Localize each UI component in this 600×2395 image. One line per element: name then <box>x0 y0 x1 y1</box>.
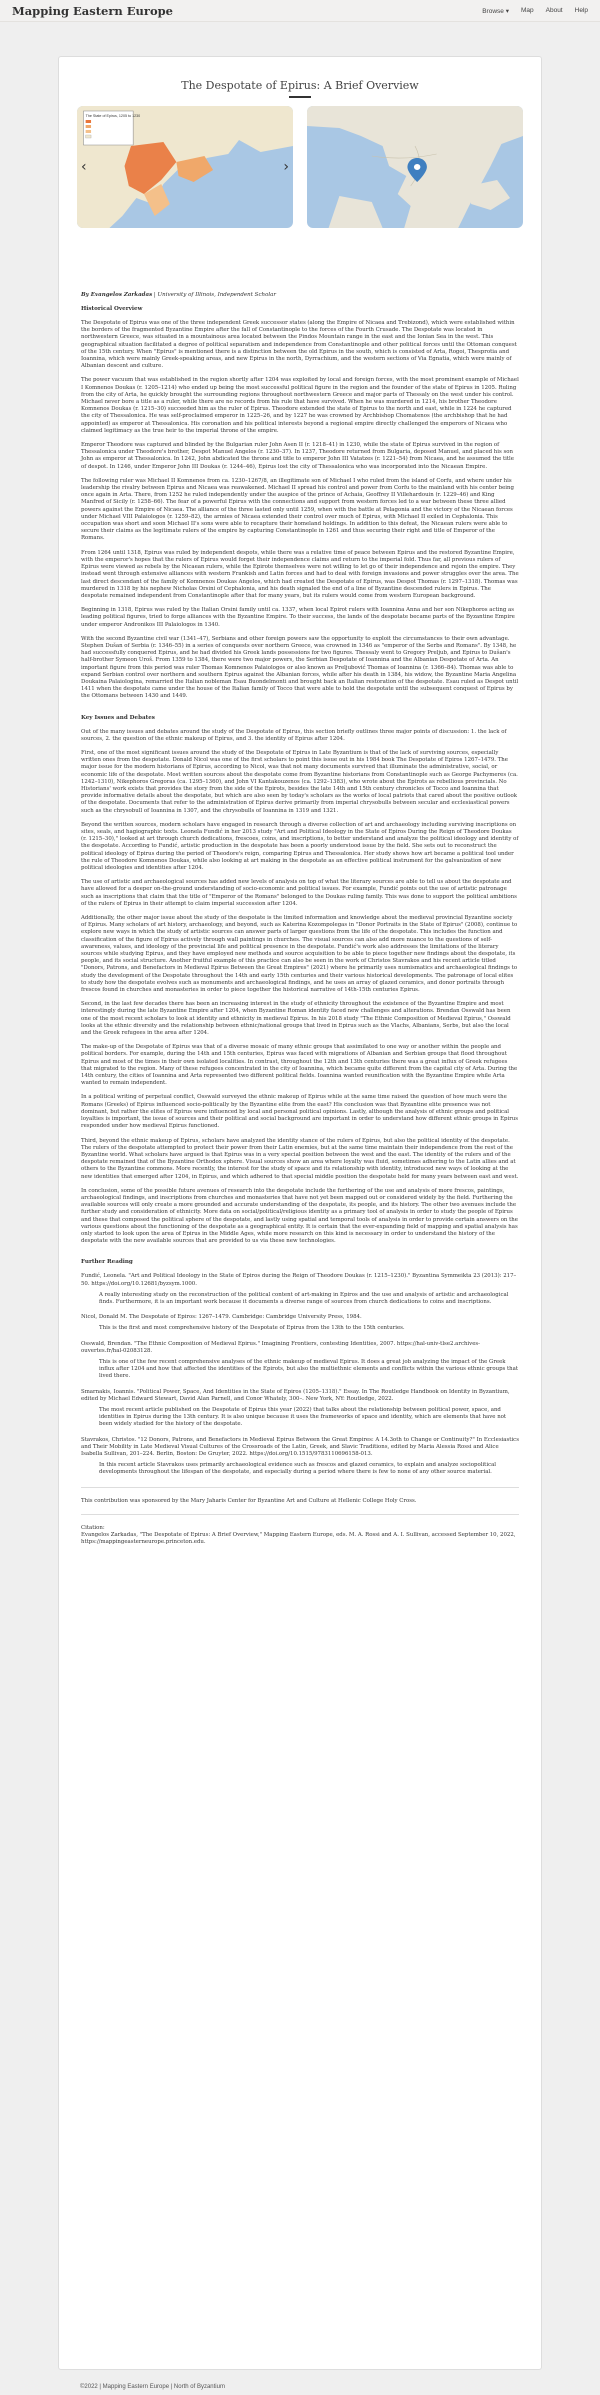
location-map-image[interactable] <box>307 106 523 228</box>
title-rule <box>289 96 311 98</box>
reading-entry[interactable]: Fundić, Leonela. "Art and Political Ideology in the State of Epiros during the Reign of Theodore Doukas (r. 1215–1230)." Byzantina Symmeikta 23 (2013): 217–50. https://doi.org/10.12681/byzsym.1000. <box>81 1273 517 1287</box>
divider <box>81 1487 519 1488</box>
top-bar <box>0 0 600 22</box>
paragraph: The make-up of the Despotate of Epirus was that of a diverse mosaic of many ethnic groups that assimilated to one way or another within the people and political borders. For example, during the 14th and 15th centuries, Epirus was faced with migrations of Albanian and Serbian groups that flood throughout Epirus and most of the times in their own isolated localities. In contrast, throughout the 12th and 13th centuries there was a great influx of Greek refugees that migrated to the region. Many of these refugees concentrated in the city of Ioannina, which became quite different from the capital city of Arta. During the 14th century, the cities of Ioannina and Arta represented two different political fields. Ioannina wanted reunification with the Byzantine Empire while Arta wanted to remain independent. <box>81 1044 518 1087</box>
citation-label: Citation: <box>81 1524 105 1531</box>
paragraph: Emperor Theodore was captured and blinded by the Bulgarian ruler John Asen II (r. 1218–41) in 1230, while the state of Epirus survived in the region of Thessalonica under Theodore's brother, Despot Manuel Angelos (r. 1230–37). In 1237, Theodore returned from Bulgaria, deposed Manuel, and placed his son John as emperor at Thessalonica. In 1242, John abdicated the throne and title to emperor John III Vatatzes (r. 1221–54) from Nicaea, and he assumed the title of despot. In 1246, under Emperor John III Doukas (r. 1244–46), Epirus lost the city of Thessalonica who was incorporated into the Nicaean Empire. <box>81 442 514 470</box>
paragraph: Beyond the written sources, modern scholars have engaged in research through a diverse collection of art and archaeology including surviving inscriptions on sites, seals, and hagiographic texts. Leonela Fundić in her 2013 study "Art and Political Ideology in the State of Epiros During the Reign of Theodore Doukas (r. 1215–30)," looked at art through church dedications, frescoes, coins, and inscriptions, to better understand and analyze the political ideology and identity of the despotate. According to Fundić, artistic production in the despotate has been a poorly understood issue by the field. She sets out to reconstruct the political ideology of Epirus during the period of Theodore's reign, comparing Epirus and Thessalonica. Her study shows how art became a political tool under the rule of Theodore Komnenos Doukas, while also looking at art making in the despotate as an effective political instrument for the galvanization of new political ideologies and identities after 1204. <box>81 821 519 871</box>
byline-affiliation: | University of Illinois, Independent Scholar <box>152 292 277 298</box>
byline-author: By Evangelos Zarkadas <box>81 292 153 298</box>
sponsor-note: This contribution was sponsored by the Mary Jaharis Center for Byzantine Art and Culture at Hellenic College Holy Cross. <box>81 1497 417 1504</box>
reading-note: A really interesting study on the reconstruction of the political content of art-making in Epiros and the use and analysis of artistic and archaeological finds. Furthermore, it is an important work because it documents a diverse range of sources from church dedications to coins and inscriptions. <box>99 1291 509 1305</box>
paragraph: In a political writing of perpetual conflict, Osswald surveyed the ethnic makeup of Epirus while at the same time raised the question of how much were the Romans (Greeks) of Epirus influenced socio-politically by the Byzantine elite from the east? His conclusion was that Byzantine elite presence was not dominant, but rather the elites of Epirus were influenced by local and personal political opinions. Lastly, although the analysis of ethnic groups and political loyalties is important, the issue of sources and their political and social background are important in order to understand how different ethnic groups in Epirus responded under how medieval Epirus functioned. <box>81 1094 519 1130</box>
reading-note: The most recent article published on the Despotate of Epirus this year (2022) that talks about the relationship between political power, space, and identities in Epirus during the 13th century. It is also unique because it uses the frameworks of space and identity, which are elements that have not been widely studied for the history of the despotate. <box>99 1406 507 1428</box>
paragraph: Out of the many issues and debates around the study of the Despotate of Epirus, this section briefly outlines three major points of discussion: 1. the lack of sources, 2. the question of the ethnic makeup of Epirus, and 3. the identity of Epirus after 1204. <box>81 728 507 742</box>
paragraph: Second, in the last few decades there has been an increasing interest in the study of ethnicity throughout the existence of the Byzantine Empire and most interestingly during the late Byzantine Empire after 1204, when Byzantine Roman identity faced new challenges and alterations. Brendan Osswald has been one of the most recent scholars to look at identity and ethnicity in medieval Epirus. In his 2018 study "The Ethnic Composition of Medieval Epirus," Osswald looks at the ethnic diversity and the relationship between ethnic/national groups that lived in Epirus such as the Vlachs, Albanians, Serbs, but also the local and the Greek refugees in the area after 1204. <box>81 1001 511 1037</box>
byline <box>81 292 519 298</box>
paragraph: Third, beyond the ethnic makeup of Epirus, scholars have analyzed the identity stance of the rulers of Epirus, but also the political identity of the despotate. The rulers of the despotate attempted to protect their power from their Latin enemies, but at the same time maintain their independence from the rest of the Byzantine world. What scholars have argued is that Epirus was in a very special position between the west and the east. The identity of the rulers and of the despotate remained that of the Byzantine Orthodox sphere. Visual sources show an area where loyalty was fluid, sometimes adhering to the Latin allies and at others to the Byzantine commons. More recently, the interest for the study of space and its relationship with identity, introduced new ways of looking at the new identities that emerged after 1204, in Epirus, and which adhered to that special middle position the despotate held for many years between east and west. <box>81 1137 519 1180</box>
carousel-next-icon[interactable]: › <box>283 159 289 175</box>
map-legend-title: The State of Epirus, 1205 to 1230 <box>85 114 141 118</box>
reading-entry[interactable]: Nicol, Donald M. The Despotate of Epiros: 1267–1479. Cambridge: Cambridge University Press, 1984. <box>81 1314 362 1321</box>
paragraph: The following ruler was Michael II Komnenos from ca. 1230–1267/8, an illegitimate son of Michael I who ruled from the island of Corfu, and where under his leadership the rivalry between Epirus and Nicaea was reawakened. Michael II spread his control and power from Corfu to the mainland with his center being once again in Arta. There, from 1252 he ruled independently under the auspice of the prince of Achaia, Geoffrey II Villehardouin (r. 1229–46) and King Manfred of Sicily (r. 1258–66). The fear of a powerful Epirus with the connections and support from western forces led to a war between these three allied powers against the Empire of Nicaea. The alliance of the three lasted only until 1259, when with the battle at Pelagonia and the victory of the Nicaean forces under Michael VIII Palaiologos (r. 1259–82), the armies of Nicaea extended their control over much of Epirus, with Michael II exiled in Cephalonia. This occupation was short and soon Michael II's sons were able to recapture their homeland holdings. In addition to this defeat, the Nicaean rulers were able to secure their claims as the legitimate rulers of the empire by capturing Constantinople in 1261 and thus securing their right and title of Emperor of the Romans. <box>81 477 514 542</box>
carousel-prev-icon[interactable]: ‹ <box>81 159 87 175</box>
paragraph: From 1264 until 1318, Epirus was ruled by independent despots, while there was a relative time of peace between Epirus and the restored Byzantine Empire, with the emperor's hopes that the rulers of Epirus would forget their independence claims and return to the imperial fold. Thus far, all previous rulers of Epirus were viewed as rebels by the Nicaean rulers, while the Epirote themselves were not willing to let go of their independence and rejoin the empire. They instead went through extensive alliances with western Frankish and Latin forces and had to deal with foreign invasions and power struggles over the area. The last direct descendant of the family of Komnenos Doukas Angelos, which had created the Despotate of Epirus, was Despot Thomas (r. 1297–1318). Thomas was murdered in 1318 by his nephew Nicholas Orsini of Cephalonia, and his death signaled the end of a line of Byzantine descended rulers in Epirus. The despotate remained independent from Constantinople after that for many years, but its rulers would come from western European background. <box>81 549 519 599</box>
paragraph: Beginning in 1318, Epirus was ruled by the Italian Orsini family until ca. 1337, when local Epirot rulers with Ioannina Anna and her son Nikephoros acting as leading political figures, tried to forge alliances with the Byzantine Empire. To their success, the lands of the despotate became parts of the Byzantine Empire under emperor Andronikos III Palaiologos in 1340. <box>81 607 515 628</box>
paragraph: The power vacuum that was established in the region shortly after 1204 was exploited by local and foreign forces, with the most prominent example of Michael I Komnenos Doukas (r. 1205–1214) who ended up being the most successful political figure in the region and the founder of the state of Epirus in 1205. Ruling from the city of Arta, he quickly brought the surrounding regions throughout northwestern Greece and major parts of Thessaly on the west under his control. Michael never bore a title as a ruler, while there are no records from his rule that have survived. When he was murdered in 1214, his brother Theodore Komnenos Doukas (r. 1215–30) succeeded him as the ruler of Epirus. Theodore extended the state of Epirus to the north and east, while in 1224 he captured the city of Thessalonica. He was self-proclaimed emperor in 1225–26, and by 1227 he was crowned by Archbishop Chomatenos (the archbishop that he had appointed) as emperor at Thessalonica. His coronation and his political interests beyond a regional empire directly challenged the emperors of Nicaea who claimed legitimacy as the true heir to the imperial throne of the empire. <box>81 377 519 434</box>
reading-entry[interactable]: Smarnakis, Ioannis. "Political Power, Space, And Identities in the State of Epiros (1205–1318)." Essay. In The Routledge Handbook on Identity in Byzantium, edited by Michael Edward Stewart, David Alan Parnell, and Conor Whately, 300–. New York, NY: Routledge, 2022. <box>81 1388 510 1402</box>
nav-browse[interactable]: Browse ▾ <box>482 7 509 15</box>
site-title[interactable]: Mapping Eastern Europe <box>12 3 173 18</box>
reading-note: This is one of the few recent comprehensive analyses of the ethnic makeup of medieval Epirus. It does a great job analyzing the impact of the Greek influx after 1204 and how that affected the identities of the Epirots, but also the multiethnic elements and conflicts within the various ethnic groups that lived there. <box>99 1358 519 1380</box>
divider <box>81 1514 519 1515</box>
paragraph: In conclusion, some of the possible future avenues of research into the despotate include the furthering of the use and analysis of more frescos, paintings, archaeological findings, and inscriptions from churches and monasteries that have not yet been mapped out or considered widely by the field. Furthering the available sources will only create a more grounded and accurate understanding of the despotate, its people, and its history. The other two avenues include the further study and consideration of ethnicity. More data on social/political/religious identity as a primary tool of analysis in order to study the people of Epirus and these that composed the political sphere of the despotate, and lastly using spatial and temporal tools of analysis in order to provide certain answers on the various questions about the functioning of the despotate as a geographical entity. It is certain that the ever-expanding field of mapping and spatial analysis has only started to look upon the area of Epirus in the Middle Ages, while more research on this kind is necessary in order to understand the history of the despotate with the new available sources that are provided to us via these new technologies. <box>81 1187 518 1245</box>
reading-note: In this recent article Stavrakos uses primarily archaeological evidence such as frescos and glazed ceramics, to explain and analyze sociopolitical developments throughout the lifespan of the despotate, and especially during a period where there is few to none of any other source material. <box>99 1462 497 1476</box>
paragraph: Additionally, the other major issue about the study of the despotate is the limited information and knowledge about the medieval provincial Byzantine society of Epirus. Many scholars of art history, archaeology, and beyond, such as Katerina Kozompolegas in "Donor Portraits in the State of Epirus" (2008), continue to explore new ways in which the study of artistic sources can answer parts of larger questions from the life of the despotate. This includes the function and classification of the figure of Epirus actively through wall paintings in churches. The visual sources can also add more nuance to the questions of self-awareness, values, and ideology of the provincial life and political presence in the despotate. Fundić's work also addresses the limitations of the literary sources while studying Epirus, and they have employed new methods and source acquisition to be able to piece together new findings about the despotate, its people, and its social structure. Another fruitful example of this practice can also be seen in the work of Christos Stavrakos and his recent article titled "Donors, Patrons, and Benefactors in Medieval Epirus Between the Great Empires" (2021) where he primarily uses numismatics and archaeological findings to study the development of the Despotate throughout the 14th and early 15th centuries and their various historical developments. The patronage of local elites to study how the despotate evolves such as monuments and archaeological findings, and he uses an array of glazed ceramics, and donor portraits through frescos found in churches and monasteries in order to piece together the historical narrative of 14th-15th centuries Epirus. <box>81 915 518 994</box>
article-card <box>58 56 542 2370</box>
main-nav <box>482 7 588 15</box>
reading-note: This is the first and most comprehensive history of the Despotate of Epirus from the 13th to the 15th centuries. <box>99 1325 405 1332</box>
historical-map-image[interactable] <box>77 106 293 228</box>
paragraph: The Despotate of Epirus was one of the three independent Greek successor states (along the Empire of Nicaea and Trebizond), which were established within the borders of the fragmented Byzantine Empire after the fall of Constantinople to the forces of the Fourth Crusade. The Despotate was located in northwestern Greece, was situated in a mountainous area located between the Pindos Mountain range in the east and the Ionian Sea in the west. This geographical situation facilitated a degree of political separatism and independence from Constantinople and other political forces until the Ottoman conquest of the 15th century. When "Epirus" is mentioned there is a distinction between the old Epirus in the south, which is consisted of Arta, Rogoi, Thesprotia and Ioannina, which were mainly Greek-speaking areas, and new Epirus in the north, Dyrrachium, and the western sections of Via Egnatia, which were mainly of Albanian descent and culture. <box>81 320 517 370</box>
section-heading-debates: Key Issues and Debates <box>81 714 155 721</box>
paragraph: With the second Byzantine civil war (1341–47), Serbians and other foreign powers saw the opportunity to exploit the circumstances to their own advantage. Stephen Dušan of Serbia (r. 1346–55) in a series of conquests over northern Greece, was crowned in 1346 as "emperor of the Serbs and Romans". By 1348, he had successfully conquered Epirus, and he had divided his Greek lands possessions for two figures. Thessaly went to Gregory Preljub, and Epirus to Dušan's half-brother Symeon Uroš. From 1359 to 1384, there were two major powers, the Serbian Despotate of Ioannina and the Albanian Despotate of Arta. An important figure from this period was ruler Thomas Komnenos Palaiologos or also known as Preljubović Thomas of Ioannina (r. 1366–84). Thomas was able to expand Serbian control over northern and southern Epirus against the Albanian forces, while after his death in 1384, his widow, the Byzantine Maria Angelina Doukaina Palaiologina, remarried the Italian nobleman Esau Buondelmonti and brought back an Italian restoration of the despotate. Esau ruled as Despot until 1411 when the despotate came under the house of the Italian family of Tocco that were able to hold the despotate until the subsequent conquest of Epirus by the Ottomans between 1430 and 1449. <box>81 635 519 700</box>
paragraph: The use of artistic and archaeological sources has added new levels of analysis on top of what the literary sources are able to tell us about the despotate and have allowed for a deeper on-the-ground understanding of socio-economic and political issues. For example, Fundić points out the use of artistic patronage such as inscriptions that claim that the title of "Emperor of the Romans" belonged to the Doukas ruling family. This was done to support the political ambitions of the rulers of Epirus in their attempt to claim imperial succession after 1204. <box>81 879 517 907</box>
section-heading-overview: Historical Overview <box>81 306 143 312</box>
reading-entry[interactable]: Stavrakos, Christos. "12 Donors, Patrons, and Benefactors in Medieval Epirus Between the Great Empires: A 14.3oth to Change or Continuity?" In Ecclesiastics and Their Mobility in Late Medieval Visual Cultures of the Crossroads of the Latin, Greek, and Slavic Traditions, edited by Maria Alessia Rossi and Alice Isabella Sullivan, 201–224. Berlin, Boston: De Gruyter, 2022. https://doi.org/10.1515/9783110696158-013. <box>81 1436 519 1457</box>
reading-entry[interactable]: Osswald, Brendan. "The Ethnic Composition of Medieval Epirus." Imagining Frontiers, contesting Identities, 2007. https://hal-univ-tlse2.archives-ouvertes.fr/hal-02083128. <box>81 1340 480 1354</box>
paragraph: First, one of the most significant issues around the study of the Despotate of Epirus in Late Byzantium is that of the lack of surviving sources, especially written ones from the despotate. Donald Nicol was one of the first scholars to point this issue out in his 1984 book The Despotate of Epiros 1267–1479. The major issue for the modern historians of Epirus, according to Nicol, was that not many documents survived that illuminate the administrative, social, or economic life of the despotate. Most written sources about the despotate come from Byzantine historians from Constantinople such as George Pachymeres (ca. 1242–1310), Nikephoros Gregoras (ca. 1295–1360), and John VI Kantakouzenos (ca. 1292–1383), who wrote about the Epirots as rebellious provincials. No Historians' work exists that provides the story from the side of the Epirots, besides the late 14th and 15th century chronicles of Tocco and Ioannina that provide informative details about the despotate, but which are also seen by today's scholars as the works of local patriots that cared about the positive outlook of the despotate. Documents that refer to the administration of Epirus derive primarily from imperial chrysobulls between secular and ecclesiastical powers such as the chrysobull of Ioannina in 1307, and the chrysobulls of Ioannina in 1319 and 1321. <box>81 749 518 814</box>
map-gallery <box>77 106 523 228</box>
nav-help[interactable]: Help <box>574 6 588 14</box>
section-heading-further-reading: Further Reading <box>81 1259 133 1266</box>
nav-about[interactable]: About <box>545 6 563 14</box>
page-title: The Despotate of Epirus: A Brief Overview <box>181 79 419 92</box>
citation-text: Evangelos Zarkadas, "The Despotate of Epirus: A Brief Overview," Mapping Eastern Europe, eds. M. A. Rossi and A. I. Sullivan, accessed September 10, 2022, https://mappingeasterneurope.princeton.edu. <box>81 1531 516 1546</box>
nav-map[interactable]: Map <box>520 6 534 14</box>
footer-text: ©2022 | Mapping Eastern Europe | North of Byzantium <box>80 2384 225 2390</box>
